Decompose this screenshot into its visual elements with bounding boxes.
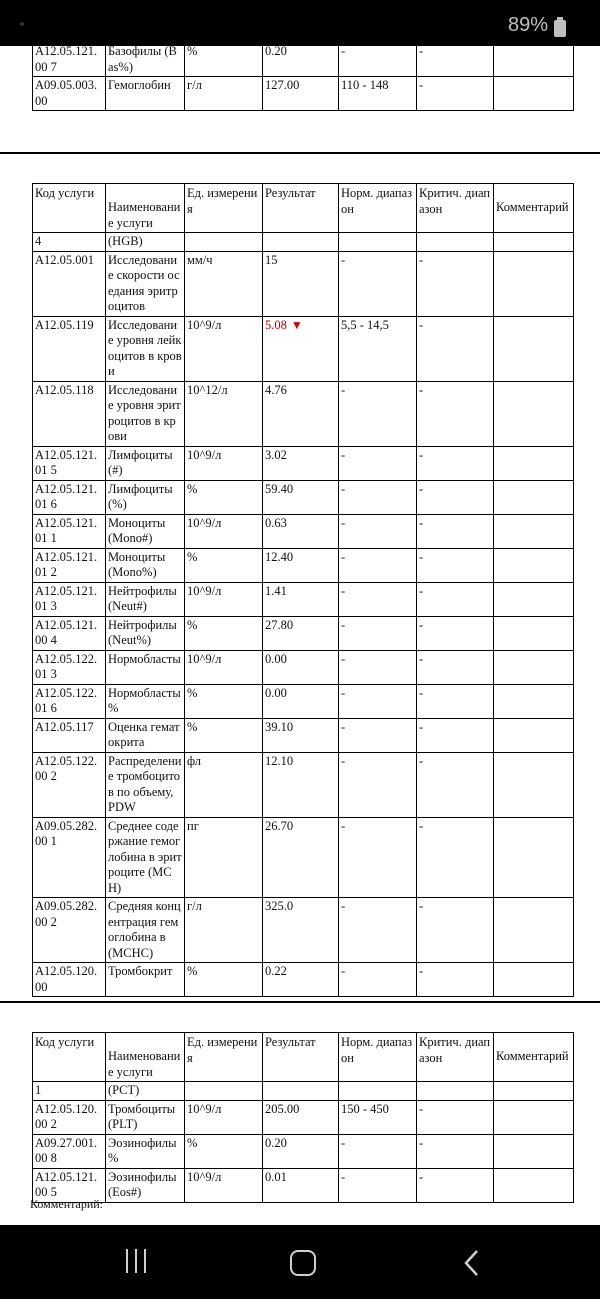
cell-crit: - xyxy=(417,1134,494,1168)
cell-result: 27.80 xyxy=(263,616,339,650)
cell-result: 5.08 ▼ xyxy=(263,316,339,381)
header-comment: Комментарий xyxy=(494,1033,574,1082)
cell-crit xyxy=(417,1082,494,1101)
cell-code: A12.05.117 xyxy=(33,718,106,752)
cell-name: Базофилы (Bas%) xyxy=(106,43,185,77)
cell-code: A09.27.001.00 8 xyxy=(33,1134,106,1168)
cell-comment xyxy=(494,650,574,684)
table-row xyxy=(33,1134,574,1168)
table-row xyxy=(33,316,574,381)
cell-code: A12.05.122.00 2 xyxy=(33,752,106,817)
cell-comment xyxy=(494,817,574,898)
cell-name: Среднее содержание гемоглобина в эритроците (MCH) xyxy=(106,817,185,898)
header-norm: Норм. диапазон xyxy=(339,1033,417,1082)
cell-norm: - xyxy=(339,548,417,582)
cell-crit: - xyxy=(417,316,494,381)
table-header-row xyxy=(33,184,574,233)
results-table-page1 xyxy=(32,42,574,111)
cell-crit: - xyxy=(417,582,494,616)
cell-code: A09.05.282.00 1 xyxy=(33,817,106,898)
header-name: Наименование услуги xyxy=(106,1033,185,1082)
cell-unit: % xyxy=(185,684,263,718)
table-row xyxy=(33,1082,574,1101)
cell-code: A12.05.121.00 7 xyxy=(33,43,106,77)
cell-code: A12.05.121.01 5 xyxy=(33,446,106,480)
cell-result: 26.70 xyxy=(263,817,339,898)
cell-norm: - xyxy=(339,582,417,616)
cell-comment xyxy=(494,1082,574,1101)
cell-code: A12.05.001 xyxy=(33,251,106,316)
cell-comment xyxy=(494,898,574,963)
cell-comment xyxy=(494,381,574,446)
cell-code: A12.05.122.01 3 xyxy=(33,650,106,684)
table-header-row xyxy=(33,1033,574,1082)
cell-unit: г/л xyxy=(185,898,263,963)
cell-result xyxy=(263,1082,339,1101)
cell-unit: 10^9/л xyxy=(185,446,263,480)
cell-unit xyxy=(185,233,263,252)
cell-crit xyxy=(417,233,494,252)
cell-comment xyxy=(494,233,574,252)
cell-result: 1.41 xyxy=(263,582,339,616)
cell-result: 0.00 xyxy=(263,650,339,684)
cell-norm: - xyxy=(339,650,417,684)
cell-unit: г/л xyxy=(185,77,263,111)
cell-code: A12.05.121.01 3 xyxy=(33,582,106,616)
back-icon[interactable] xyxy=(462,1249,482,1277)
header-result: Результат xyxy=(263,184,339,233)
cell-norm: - xyxy=(339,514,417,548)
cell-crit: - xyxy=(417,548,494,582)
header-name: Наименование услуги xyxy=(106,184,185,233)
cell-unit: 10^9/л xyxy=(185,1168,263,1202)
cell-comment xyxy=(494,718,574,752)
cell-unit: % xyxy=(185,963,263,997)
navigation-bar xyxy=(0,1225,600,1299)
cell-crit: - xyxy=(417,650,494,684)
table-row xyxy=(33,514,574,548)
cell-result: 12.10 xyxy=(263,752,339,817)
cell-norm: - xyxy=(339,446,417,480)
table-row xyxy=(33,381,574,446)
cell-norm: - xyxy=(339,251,417,316)
cell-result: 0.22 xyxy=(263,963,339,997)
table-row xyxy=(33,684,574,718)
cell-unit: % xyxy=(185,616,263,650)
cell-comment xyxy=(494,251,574,316)
header-result: Результат xyxy=(263,1033,339,1082)
cell-norm: - xyxy=(339,963,417,997)
cell-crit: - xyxy=(417,684,494,718)
header-crit: Критич. диапазон xyxy=(417,1033,494,1082)
battery-icon xyxy=(554,20,566,37)
table-row xyxy=(33,898,574,963)
cell-norm: - xyxy=(339,43,417,77)
cell-code: A12.05.121.00 5 xyxy=(33,1168,106,1202)
table-row xyxy=(33,616,574,650)
cell-unit: фл xyxy=(185,752,263,817)
cell-name: Исследование уровня эритроцитов в крови xyxy=(106,381,185,446)
cell-name: Исследование скорости оседания эритроцитов xyxy=(106,251,185,316)
cell-name: Нормобласты xyxy=(106,650,185,684)
cell-name: Моноциты (Mono#) xyxy=(106,514,185,548)
table-row xyxy=(33,1100,574,1134)
cell-unit: пг xyxy=(185,817,263,898)
cell-code: A09.05.003.00 xyxy=(33,77,106,111)
cell-crit: - xyxy=(417,77,494,111)
table-row xyxy=(33,480,574,514)
cell-code: A12.05.121.01 2 xyxy=(33,548,106,582)
table-row xyxy=(33,582,574,616)
cell-unit: мм/ч xyxy=(185,251,263,316)
cell-name: Оценка гематокрита xyxy=(106,718,185,752)
cell-crit: - xyxy=(417,817,494,898)
table-row xyxy=(33,251,574,316)
cell-norm: 150 - 450 xyxy=(339,1100,417,1134)
header-unit: Ед. измерения xyxy=(185,184,263,233)
cell-code: 4 xyxy=(33,233,106,252)
cell-name: Средняя концентрация гемоглобина в (MCHC) xyxy=(106,898,185,963)
cell-unit: 10^9/л xyxy=(185,514,263,548)
header-norm: Норм. диапазон xyxy=(339,184,417,233)
cell-unit xyxy=(185,1082,263,1101)
cell-norm: - xyxy=(339,684,417,718)
cell-comment xyxy=(494,684,574,718)
cell-name: Тромбоциты (PLT) xyxy=(106,1100,185,1134)
cell-comment xyxy=(494,616,574,650)
cell-unit: % xyxy=(185,548,263,582)
header-code: Код услуги xyxy=(33,184,106,233)
cell-name: Моноциты (Mono%) xyxy=(106,548,185,582)
cell-norm: - xyxy=(339,1134,417,1168)
cell-name: Нейтрофилы (Neut%) xyxy=(106,616,185,650)
cell-norm xyxy=(339,1082,417,1101)
cell-name: (PCT) xyxy=(106,1082,185,1101)
cell-name: Тромбокрит xyxy=(106,963,185,997)
cell-crit: - xyxy=(417,616,494,650)
results-table-page3 xyxy=(32,1032,574,1203)
cell-result: 205.00 xyxy=(263,1100,339,1134)
cell-code: A12.05.121.01 1 xyxy=(33,514,106,548)
cell-crit: - xyxy=(417,963,494,997)
cell-crit: - xyxy=(417,718,494,752)
cell-unit: 10^12/л xyxy=(185,381,263,446)
cell-code: A12.05.120.00 2 xyxy=(33,1100,106,1134)
cell-code: A12.05.122.01 6 xyxy=(33,684,106,718)
cell-name: Эозинофилы (Eos#) xyxy=(106,1168,185,1202)
cell-code: A09.05.282.00 2 xyxy=(33,898,106,963)
cell-code: A12.05.120.00 xyxy=(33,963,106,997)
cell-unit: % xyxy=(185,480,263,514)
cell-comment xyxy=(494,1100,574,1134)
cell-crit: - xyxy=(417,514,494,548)
cell-comment xyxy=(494,582,574,616)
comment-label: Комментарий: xyxy=(30,1197,104,1211)
cell-crit: - xyxy=(417,898,494,963)
cell-unit: 10^9/л xyxy=(185,650,263,684)
cell-norm: - xyxy=(339,616,417,650)
cell-crit: - xyxy=(417,251,494,316)
cell-name: Лимфоциты (#) xyxy=(106,446,185,480)
cell-name: Распределени е тромбоцитов по объему, PDW xyxy=(106,752,185,817)
cell-result: 0.63 xyxy=(263,514,339,548)
cell-result: 0.20 xyxy=(263,43,339,77)
cell-crit: - xyxy=(417,1100,494,1134)
header-crit: Критич. диапазон xyxy=(417,184,494,233)
cell-unit: % xyxy=(185,43,263,77)
cell-comment xyxy=(494,514,574,548)
cell-norm: 5,5 - 14,5 xyxy=(339,316,417,381)
down-triangle-icon: ▼ xyxy=(290,317,303,332)
cell-result: 0.20 xyxy=(263,1134,339,1168)
cell-comment xyxy=(494,480,574,514)
battery-level: 89% xyxy=(507,14,548,36)
cell-name: (HGB) xyxy=(106,233,185,252)
camera-dot xyxy=(20,22,24,26)
cell-result: 12.40 xyxy=(263,548,339,582)
table-row xyxy=(33,233,574,252)
status-bar xyxy=(0,0,600,46)
cell-norm: - xyxy=(339,752,417,817)
cell-result: 325.0 xyxy=(263,898,339,963)
cell-name: Эозинофилы % xyxy=(106,1134,185,1168)
table-row xyxy=(33,817,574,898)
cell-result: 3.02 xyxy=(263,446,339,480)
cell-result: 127.00 xyxy=(263,77,339,111)
cell-name: Нормобласты % xyxy=(106,684,185,718)
header-comment: Комментарий xyxy=(494,184,574,233)
table-row xyxy=(33,446,574,480)
cell-name: Лимфоциты (%) xyxy=(106,480,185,514)
cell-crit: - xyxy=(417,1168,494,1202)
cell-result: 0.01 xyxy=(263,1168,339,1202)
cell-code: A12.05.119 xyxy=(33,316,106,381)
cell-unit: 10^9/л xyxy=(185,582,263,616)
cell-code: A12.05.121.00 4 xyxy=(33,616,106,650)
page-separator xyxy=(0,152,600,154)
cell-name: Исследование уровня лейкоцитов в крови xyxy=(106,316,185,381)
table-row xyxy=(33,548,574,582)
cell-unit: 10^9/л xyxy=(185,1100,263,1134)
cell-result: 15 xyxy=(263,251,339,316)
header-code: Код услуги xyxy=(33,1033,106,1082)
results-table-page2 xyxy=(32,183,574,997)
cell-crit: - xyxy=(417,752,494,817)
cell-comment xyxy=(494,1134,574,1168)
cell-code: A12.05.121.01 6 xyxy=(33,480,106,514)
cell-result xyxy=(263,233,339,252)
cell-comment xyxy=(494,752,574,817)
table-row xyxy=(33,77,574,111)
table-row xyxy=(33,963,574,997)
recent-apps-icon[interactable] xyxy=(124,1249,150,1275)
cell-crit: - xyxy=(417,381,494,446)
header-unit: Ед. измерения xyxy=(185,1033,263,1082)
cell-comment xyxy=(494,548,574,582)
cell-norm: - xyxy=(339,480,417,514)
cell-comment xyxy=(494,1168,574,1202)
cell-norm: - xyxy=(339,817,417,898)
page-separator xyxy=(0,1001,600,1003)
cell-norm xyxy=(339,233,417,252)
cell-crit: - xyxy=(417,446,494,480)
cell-result: 0.00 xyxy=(263,684,339,718)
table-row xyxy=(33,43,574,77)
cell-result: 59.40 xyxy=(263,480,339,514)
table-row xyxy=(33,718,574,752)
cell-norm: - xyxy=(339,1168,417,1202)
home-icon[interactable] xyxy=(290,1250,316,1276)
cell-unit: % xyxy=(185,1134,263,1168)
cell-norm: - xyxy=(339,718,417,752)
cell-code: 1 xyxy=(33,1082,106,1101)
cell-comment xyxy=(494,446,574,480)
cell-comment xyxy=(494,43,574,77)
cell-norm: - xyxy=(339,898,417,963)
cell-result: 39.10 xyxy=(263,718,339,752)
cell-comment xyxy=(494,963,574,997)
table-row xyxy=(33,650,574,684)
cell-norm: 110 - 148 xyxy=(339,77,417,111)
cell-comment xyxy=(494,77,574,111)
cell-crit: - xyxy=(417,43,494,77)
cell-name: Нейтрофилы (Neut#) xyxy=(106,582,185,616)
table-row xyxy=(33,752,574,817)
cell-result: 4.76 xyxy=(263,381,339,446)
table-row xyxy=(33,1168,574,1202)
cell-unit: 10^9/л xyxy=(185,316,263,381)
cell-norm: - xyxy=(339,381,417,446)
cell-name: Гемоглобин xyxy=(106,77,185,111)
cell-crit: - xyxy=(417,480,494,514)
cell-comment xyxy=(494,316,574,381)
cell-code: A12.05.118 xyxy=(33,381,106,446)
cell-unit: % xyxy=(185,718,263,752)
